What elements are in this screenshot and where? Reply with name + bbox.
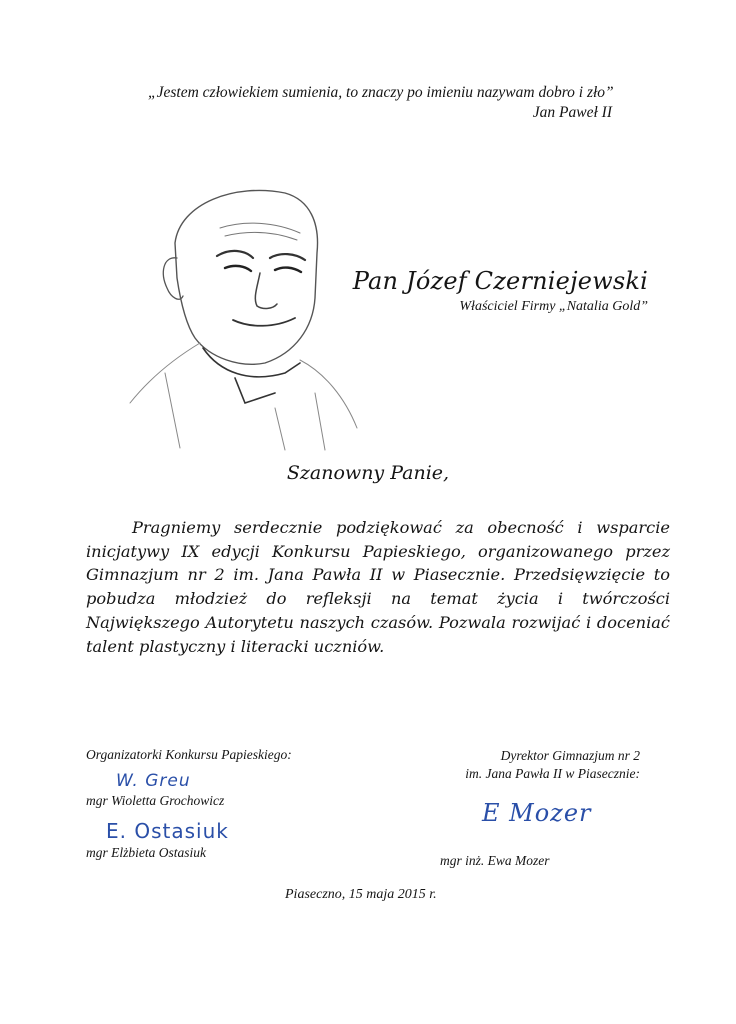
signature-handwriting-ostasiuk: E. Ostasiuk [106, 819, 229, 843]
portrait-brows [217, 251, 305, 260]
organizers-signature-block [86, 747, 346, 861]
recipient-block [330, 267, 648, 315]
motto-author: Jan Paweł II [532, 104, 612, 121]
organizers-label: Organizatorki Konkursu Papieskiego: [86, 747, 292, 762]
motto-quote: „Jestem człowiekiem sumienia, to znaczy po imieniu nazywam dobro i zło” [148, 84, 614, 101]
portrait-eyes [225, 266, 301, 272]
salutation: Szanowny Panie, [286, 462, 450, 484]
portrait-forehead-lines [220, 223, 300, 240]
recipient-role: Właściciel Firmy „Natalia Gold” [459, 299, 648, 314]
portrait-head-outline [175, 190, 318, 364]
signer-name-grochowicz: mgr Wioletta Grochowicz [86, 793, 225, 808]
portrait-nose [255, 273, 277, 308]
portrait-shoulders [130, 343, 357, 450]
portrait-smile [233, 318, 295, 326]
letter-body-text: Pragniemy serdecznie podziękować za obecność i wsparcie inicjatywy IX edycji Konkursu Papieskiego, organizowanego przez Gimnazjum nr 2 im. Jana Pawła II w Piasecznie. Przedsięwzięcie to pobudza młodzież do refleksji na temat życia i twórczości Największego Autorytetu naszych czasów. Pozwala rozwijać i doceniać talent plastyczny i literacki uczniów. [86, 518, 670, 656]
letter-body [86, 516, 670, 658]
signature-handwriting-mozer: E Mozer [482, 799, 592, 827]
signature-handwriting-grochowicz: W. Greu [116, 771, 191, 791]
motto [130, 84, 630, 122]
director-label-line1: Dyrektor Gimnazjum nr 2 [500, 748, 640, 763]
signer-name-mozer: mgr inż. Ewa Mozer [440, 853, 550, 868]
director-label-line2: im. Jana Pawła II w Piasecznie: [465, 766, 640, 781]
place-and-date: Piaseczno, 15 maja 2015 r. [285, 887, 437, 902]
director-signature-block [420, 747, 640, 868]
signer-name-ostasiuk: mgr Elżbieta Ostasiuk [86, 845, 206, 860]
recipient-name: Pan Józef Czerniejewski [352, 267, 648, 295]
portrait-drawing [125, 178, 360, 453]
